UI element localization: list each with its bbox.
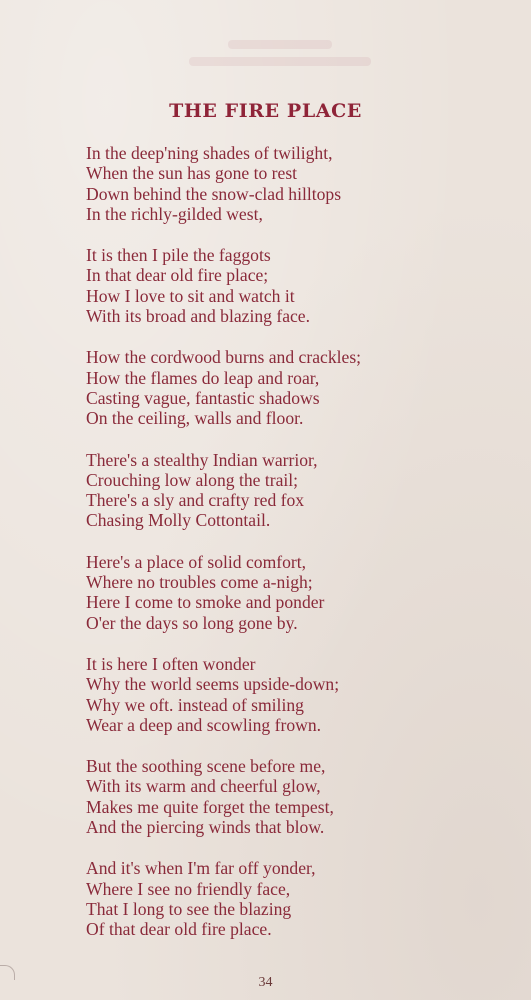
stanza: [86, 654, 506, 735]
poem-line: There's a stealthy Indian warrior,: [86, 449, 318, 470]
poem-line: It is here I often wonder: [86, 653, 256, 674]
poem-body: [86, 143, 506, 961]
poem-line: Casting vague, fantastic shadows: [86, 387, 320, 408]
poem-line: But the soothing scene before me,: [86, 756, 326, 777]
poem-line: With its warm and cheerful glow,: [86, 776, 321, 797]
poem-line: Of that dear old fire place.: [86, 919, 272, 940]
poem-line: There's a sly and crafty red fox: [86, 490, 305, 511]
poem-line: It is then I pile the faggots: [86, 245, 271, 266]
stanza: [86, 552, 506, 633]
poem-line: Wear a deep and scowling frown.: [86, 714, 322, 735]
poem-line: That I long to see the blazing: [86, 898, 292, 919]
stanza: [86, 858, 506, 939]
poem-line: O'er the days so long gone by.: [86, 612, 298, 633]
bleed-through-text: [150, 32, 410, 82]
poem-line: How the flames do leap and roar,: [86, 367, 320, 388]
poem-line: Makes me quite forget the tempest,: [86, 796, 334, 817]
poem-line: How I love to sit and watch it: [86, 285, 295, 306]
poem-line: And it's when I'm far off yonder,: [86, 858, 316, 879]
poem-line: In the deep'ning shades of twilight,: [86, 143, 333, 163]
poem-line: How the cordwood burns and crackles;: [86, 347, 362, 368]
poem-line: Why we oft. instead of smiling: [86, 694, 304, 715]
poem-line: Why the world seems upside-down;: [86, 674, 340, 695]
poem-line: Here I come to smoke and ponder: [86, 592, 325, 613]
poem-line: Crouching low along the trail;: [86, 469, 299, 490]
poem-line: Down behind the snow-clad hilltops: [86, 183, 342, 204]
stanza: [86, 347, 506, 428]
page-number: 34: [258, 975, 273, 990]
poem-line: With its broad and blazing face.: [86, 306, 311, 327]
poem-line: In the richly-gilded west,: [86, 203, 263, 224]
poem-line: Where I see no friendly face,: [86, 878, 291, 899]
poem-title: THE FIRE PLACE: [169, 100, 362, 122]
stanza: [86, 245, 506, 326]
poem-line: Where no troubles come a-nigh;: [86, 572, 313, 593]
poem-line: Chasing Molly Cottontail.: [86, 510, 271, 531]
stanza: [86, 143, 506, 224]
poem-line: On the ceiling, walls and floor.: [86, 408, 304, 429]
stanza: [86, 450, 506, 531]
stanza: [86, 756, 506, 837]
poem-line: In that dear old fire place;: [86, 265, 269, 286]
poem-line: When the sun has gone to rest: [86, 163, 298, 184]
poem-line: Here's a place of solid comfort,: [86, 551, 307, 572]
poem-line: And the piercing winds that blow.: [86, 817, 325, 838]
